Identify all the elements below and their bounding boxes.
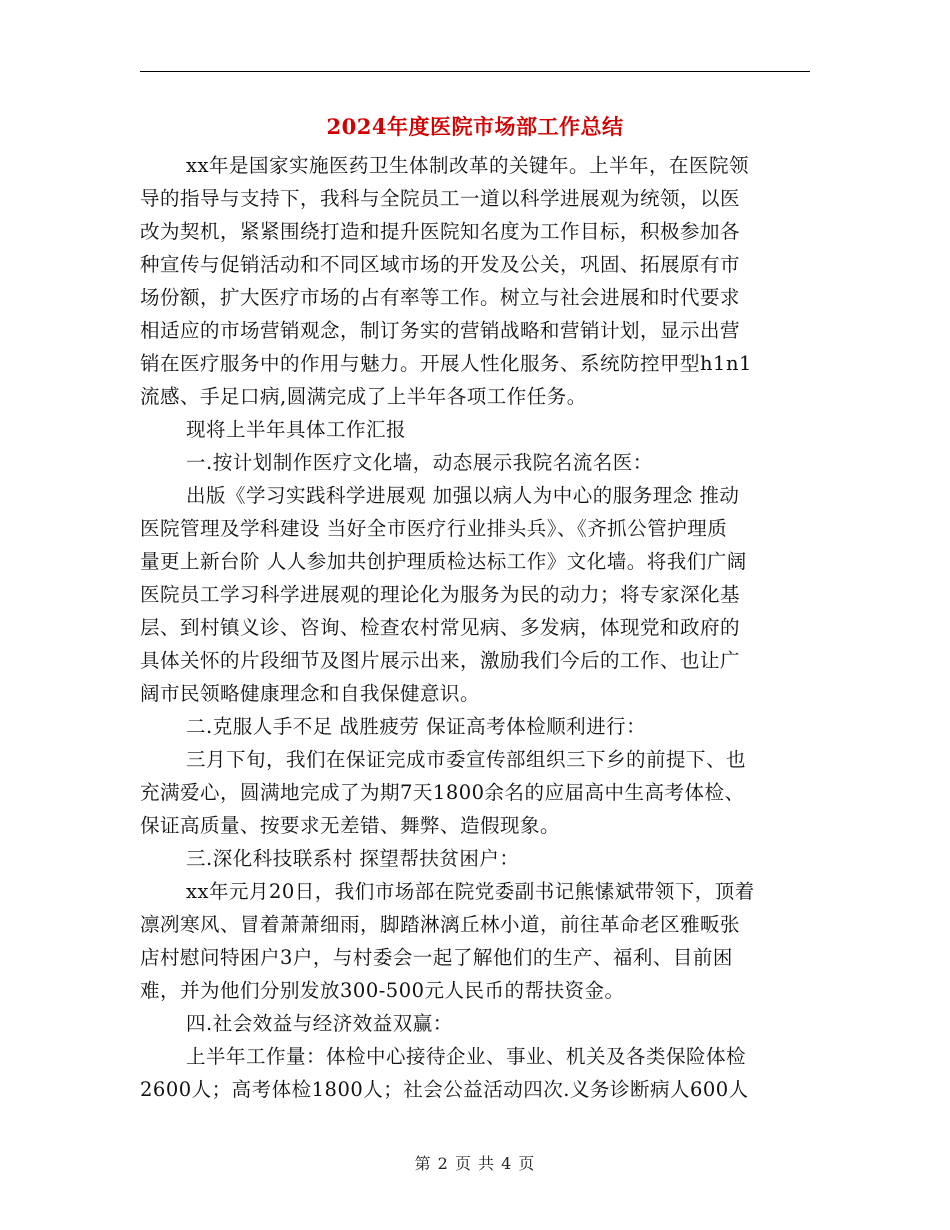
paragraph-line: 场份额，扩大医疗市场的占有率等工作。树立与社会进展和时代要求 [140, 286, 741, 309]
paragraph-line: 医院员工学习科学进展观的理论化为服务为民的动力；将专家深化基 [140, 583, 741, 606]
header-rule [140, 71, 810, 72]
section-heading: 一.按计划制作医疗文化墙，动态展示我院名流名医： [186, 451, 653, 474]
paragraph-line: 流感、手足口病,圆满完成了上半年各项工作任务。 [140, 385, 587, 408]
paragraph-line: 销在医疗服务中的作用与魅力。开展人性化服务、系统防控甲型h1n1 [140, 352, 752, 375]
paragraph-line: 种宣传与促销活动和不同区域市场的开发及公关，巩固、拓展原有市 [140, 253, 741, 276]
paragraph-line: 凛冽寒风、冒着萧萧细雨，脚踏淋漓丘林小道，前往革命老区雅畈张 [140, 913, 741, 936]
paragraph-line: 上半年工作量：体检中心接待企业、事业、机关及各类保险体检 [186, 1045, 747, 1068]
paragraph-line: 保证高质量、按要求无差错、舞弊、造假现象。 [140, 814, 561, 837]
paragraph-line: 充满爱心，圆满地完成了为期7天1800余名的应届高中生高考体检、 [140, 781, 745, 804]
paragraph-line: 阔市民领略健康理念和自我保健意识。 [140, 682, 481, 705]
paragraph-line: 2600人；高考体检1800人；社会公益活动四次.义务诊断病人600人 [140, 1078, 749, 1101]
paragraph-line: 现将上半年具体工作汇报 [186, 418, 407, 441]
paragraph-line: xx年元月20日，我们市场部在院党委副书记熊愫斌带领下，顶着 [186, 880, 755, 903]
paragraph-line: 难，并为他们分别发放300-500元人民币的帮扶资金。 [140, 979, 625, 1002]
paragraph-line: 层、到村镇义诊、咨询、检查农村常见病、多发病，体现党和政府的 [140, 616, 741, 639]
section-heading: 四.社会效益与经济效益双赢： [186, 1012, 453, 1035]
paragraph-line: 出版《学习实践科学进展观 加强以病人为中心的服务理念 推动 [186, 484, 740, 507]
paragraph-line: 量更上新台阶 人人参加共创护理质检达标工作》文化墙。将我们广阔 [140, 550, 747, 573]
paragraph-line: 改为契机，紧紧围绕打造和提升医院知名度为工作目标，积极参加各 [140, 220, 741, 243]
section-heading: 二.克服人手不足 战胜疲劳 保证高考体检顺利进行： [186, 715, 647, 738]
paragraph-line: 相适应的市场营销观念，制订务实的营销战略和营销计划，显示出营 [140, 319, 741, 342]
paragraph-line: xx年是国家实施医药卫生体制改革的关键年。上半年，在医院领 [186, 154, 749, 177]
paragraph-line: 导的指导与支持下，我科与全院员工一道以科学进展观为统领，以医 [140, 187, 741, 210]
paragraph-line: 店村慰问特困户3户，与村委会一起了解他们的生产、福利、目前困 [140, 946, 733, 969]
page-number: 第 2 页 共 4 页 [414, 1154, 536, 1173]
paragraph-line: 具体关怀的片段细节及图片展示出来，激励我们今后的工作、也让广 [140, 649, 741, 672]
paragraph-line: 三月下旬，我们在保证完成市委宣传部组织三下乡的前提下、也 [186, 748, 747, 771]
document-body [140, 149, 812, 1106]
document-title: 2024年度医院市场部工作总结 [326, 114, 624, 139]
paragraph-line: 医院管理及学科建设 当好全市医疗行业排头兵》、《齐抓公管护理质 [140, 517, 728, 540]
section-heading: 三.深化科技联系村 探望帮扶贫困户： [186, 847, 520, 870]
